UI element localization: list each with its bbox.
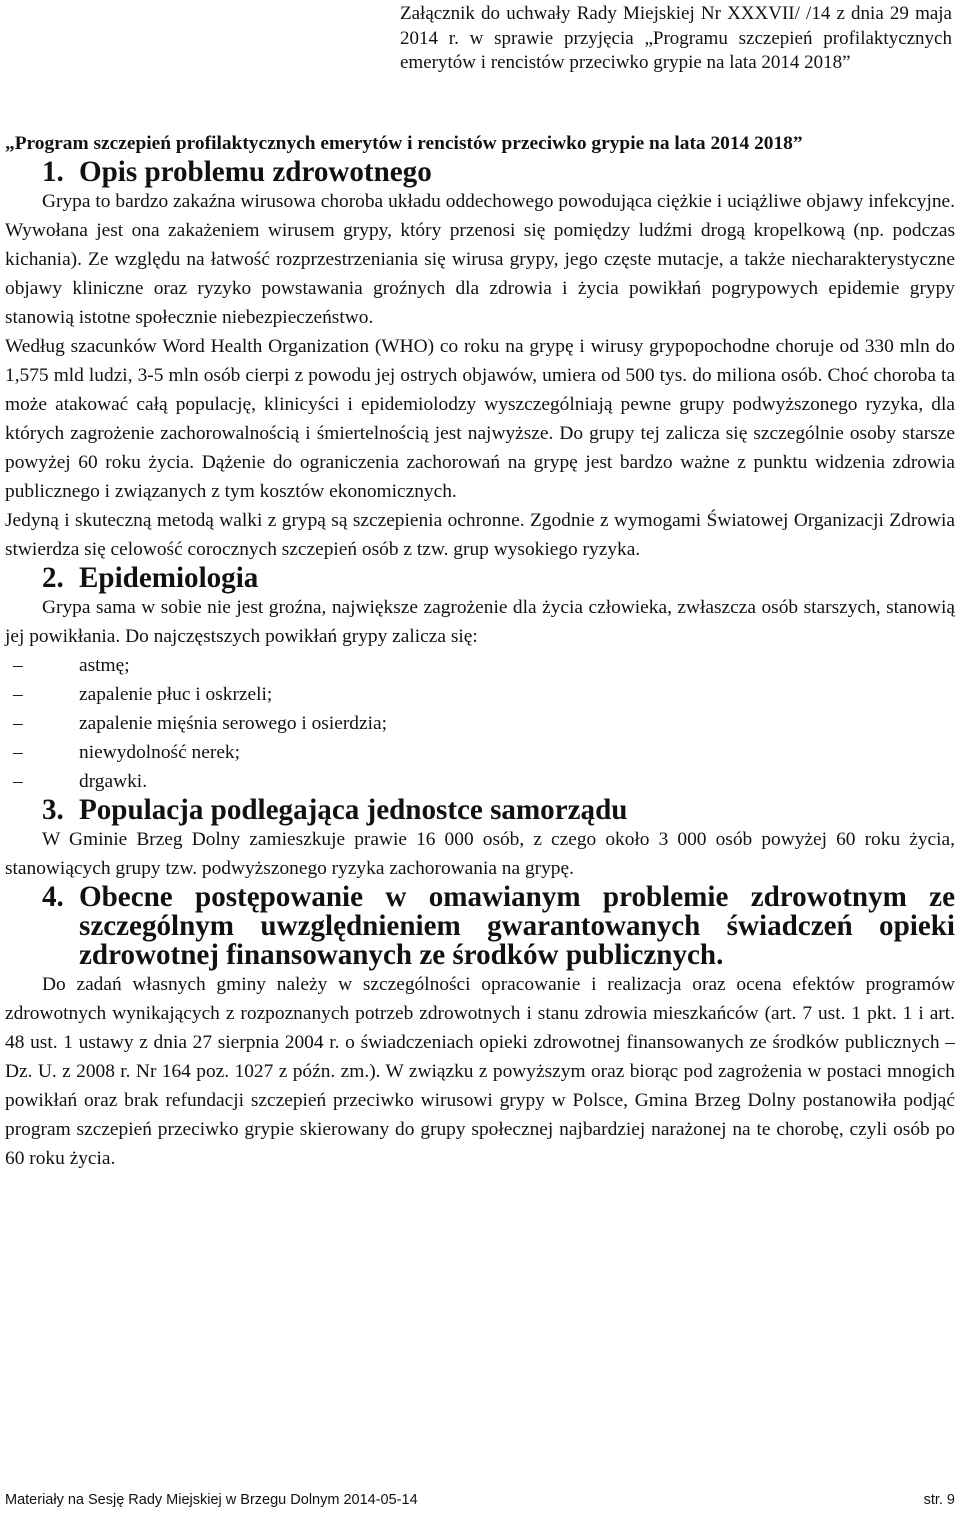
page-footer <box>5 1491 955 1509</box>
section-4-title: Obecne postępowanie w omawianym problemie zdrowotnym ze szczególnym uwzględnieniem gwarantowanych świadczeń opieki zdrowotnej finansowanych ze środków publicznych. <box>79 881 955 971</box>
section-2-number: 2. <box>42 562 64 594</box>
document-title: „Program szczepień profilaktycznych emerytów i rencistów przeciwko grypie na lata 2014 2018” <box>5 133 803 154</box>
dash-bullet: – <box>13 684 23 705</box>
list-item: – astmę; <box>5 651 955 680</box>
document-header <box>400 2 952 76</box>
dash-bullet: – <box>13 713 23 734</box>
section-1-paragraph-3: Jedyną i skuteczną metodą walki z grypą są szczepienia ochronne. Zgodnie z wymogami Światowej Organizacji Zdrowia stwierdza się celowość corocznych szczepień osób z tzw. grup wysokiego ryzyka. <box>5 510 955 560</box>
dash-bullet: – <box>13 742 23 763</box>
section-1-paragraph-2: Według szacunków Word Health Organization (WHO) co roku na grypę i wirusy grypopochodne choruje od 330 mln do 1,575 mld ludzi, 3-5 mln osób cierpi z powodu jej ostrych objawów, umiera od 500 tys. do miliona osób. Choć choroba ta może atakować całą populację, klinicyści i epidemiolodzy wyszczególniają pewne grupy podwyższonego ryzyka, dla których zagrożenie zachorowalnością i śmiertelnością jest najwyższe. Do grupy tej zalicza się szczególnie osoby starsze powyżej 60 roku życia. Dążenie do ograniczenia zachorowań na grypę jest bardzo ważne z punktu widzenia zdrowia publicznego i związanych z tym kosztów ekonomicznych. <box>5 336 955 502</box>
document-body <box>5 129 955 1173</box>
dash-bullet: – <box>13 655 23 676</box>
dash-bullet: – <box>13 771 23 792</box>
list-item: – zapalenie mięśnia serowego i osierdzia; <box>5 709 955 738</box>
section-1-number: 1. <box>42 156 64 188</box>
list-item: – zapalenie płuc i oskrzeli; <box>5 680 955 709</box>
page-number: str. 9 <box>923 1492 955 1508</box>
section-4-heading <box>5 883 955 970</box>
header-text: Załącznik do uchwały Rady Miejskiej Nr XXXVII/ /14 z dnia 29 maja 2014 r. w sprawie przyjęcia „Programu szczepień profilaktycznych emerytów i rencistów przeciwko grypie na lata 2014 2018” <box>400 3 952 73</box>
section-2-paragraph-1: Grypa sama w sobie nie jest groźna, największe zagrożenie dla życia człowieka, zwłaszcza osób starszych, stanowią jej powikłania. Do najczęstszych powikłań grypy zalicza się: <box>5 597 955 647</box>
section-1-paragraph-1: Grypa to bardzo zakaźna wirusowa choroba układu oddechowego powodująca ciężkie i uciążliwe objawy infekcyjne. Wywołana jest ona zakażeniem wirusem grypy, który przenosi się pomiędzy ludźmi drogą kropelkową (np. podczas kichania). Ze względu na łatwość rozprzestrzeniania się wirusa grypy, jego częste mutacje, a także niecharakterystyczne objawy kliniczne oraz ryzyko powstawania groźnych dla zdrowia i życia powikłań pogrypowych epidemie grypy stanowią istotne społecznie niebezpieczeństwo. <box>5 191 955 328</box>
section-4-number: 4. <box>42 881 64 913</box>
section-1-heading <box>5 158 955 187</box>
footer-source: Materiały na Sesję Rady Miejskiej w Brzegu Dolnym 2014-05-14 <box>5 1492 418 1508</box>
section-3-paragraph-1: W Gminie Brzeg Dolny zamieszkuje prawie 16 000 osób, z czego około 3 000 osób powyżej 60 roku życia, stanowiących grupy tzw. podwyższonego ryzyka zachorowania na grypę. <box>5 829 955 879</box>
complications-list <box>5 651 955 796</box>
list-item: – drgawki. <box>5 767 955 796</box>
section-3-title: Populacja podlegająca jednostce samorządu <box>79 794 628 826</box>
section-3-number: 3. <box>42 794 64 826</box>
section-2-heading <box>5 564 955 593</box>
section-3-heading <box>5 796 955 825</box>
section-1-title: Opis problemu zdrowotnego <box>79 156 432 188</box>
section-2-title: Epidemiologia <box>79 562 259 594</box>
list-item: – niewydolność nerek; <box>5 738 955 767</box>
section-4-paragraph-1: Do zadań własnych gminy należy w szczególności opracowanie i realizacja oraz ocena efektów programów zdrowotnych wynikających z rozpoznanych potrzeb zdrowotnych i stanu zdrowia mieszkańców (art. 7 ust. 1 pkt. 1 i art. 48 ust. 1 ustawy z dnia 27 sierpnia 2004 r. o świadczeniach opieki zdrowotnej finansowanych ze środków publicznych – Dz. U. z 2008 r. Nr 164 poz. 1027 z późn. zm.). W związku z powyższym oraz biorąc pod zagrożenia w postaci mnogich powikłań oraz brak refundacji szczepień przeciwko wirusowi grypy w Polsce, Gmina Brzeg Dolny postanowiła podjąć program szczepień przeciwko grypie skierowany do grupy społecznej najbardziej narażonej na te chorobę, czyli osób po 60 roku życia. <box>5 974 955 1169</box>
